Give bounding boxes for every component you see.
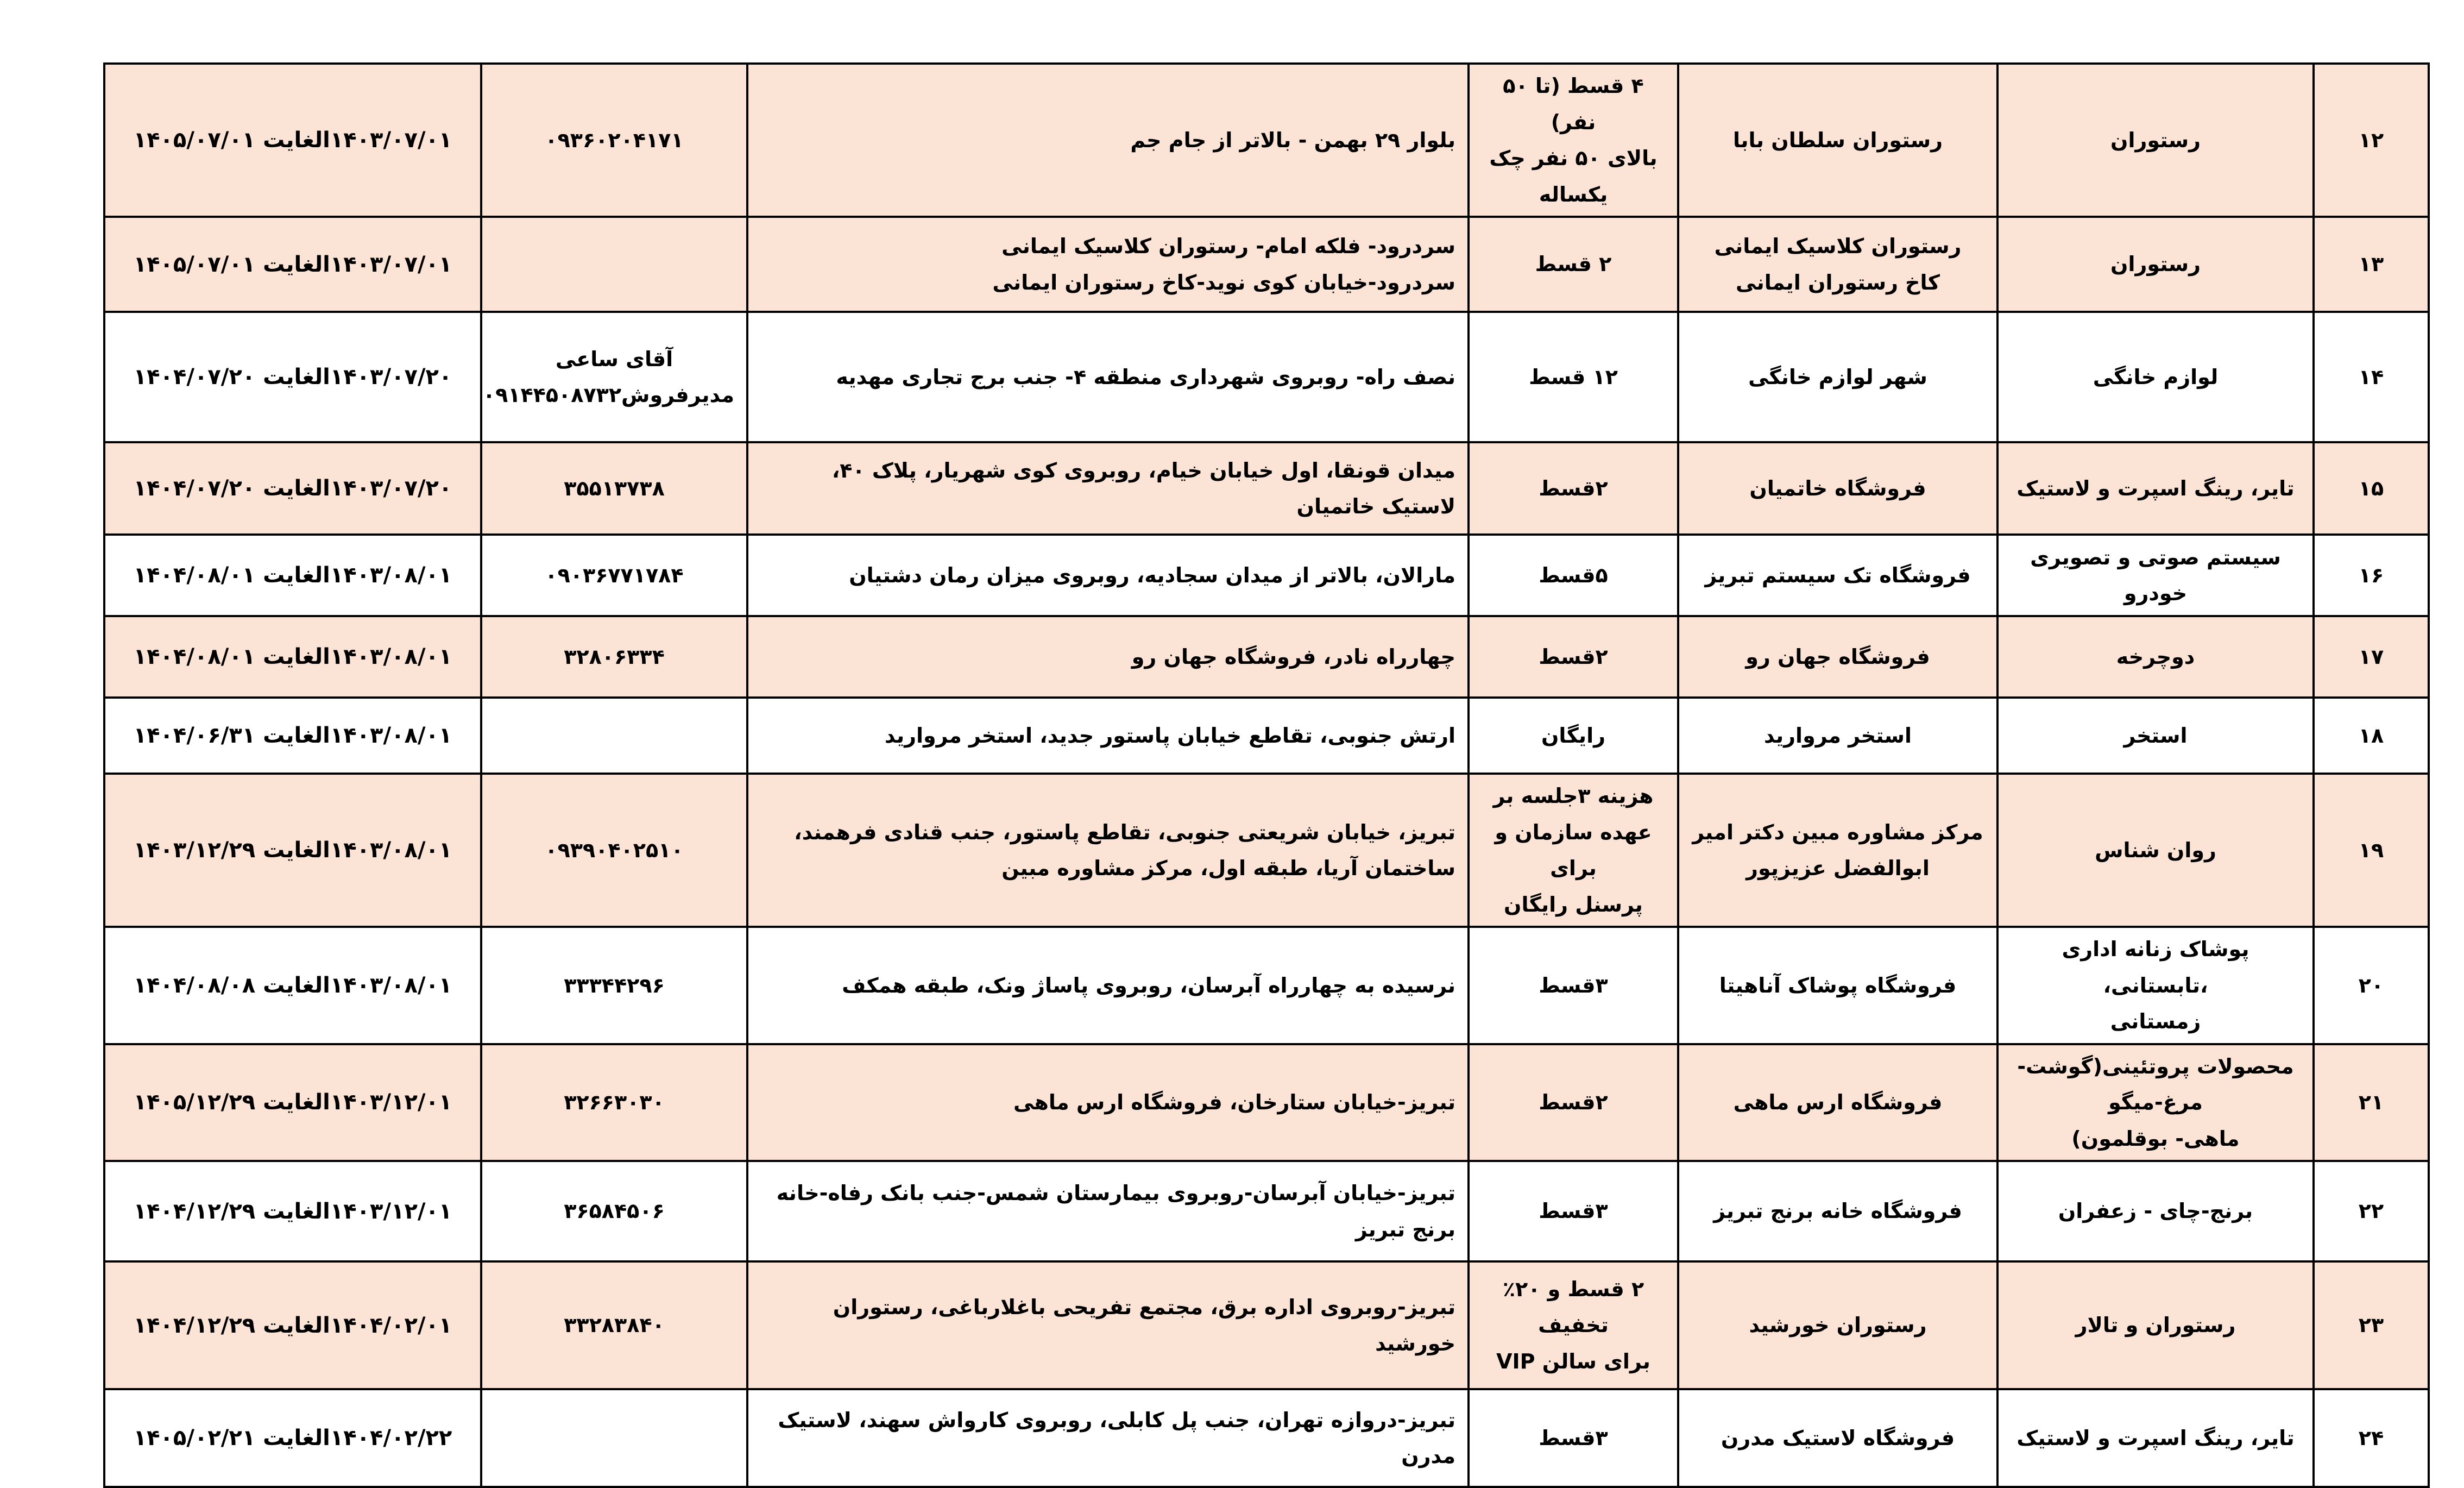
store-name-cell: رستوران سلطان بابا xyxy=(1678,64,1997,217)
validity-dates-cell: ۱۴۰۳/۰۸/۰۱الغایت ۱۴۰۴/۰۸/۰۱ xyxy=(104,535,481,616)
terms-cell: ۳قسط xyxy=(1469,1389,1678,1487)
terms-cell: هزینه ۳جلسه بر عهده سازمان و برای پرسنل رایگان xyxy=(1469,774,1678,927)
validity-dates-cell: ۱۴۰۳/۰۷/۲۰الغایت ۱۴۰۴/۰۷/۲۰ xyxy=(104,312,481,442)
phone-cell: آقای ساعی مدیرفروش۰۹۱۴۴۵۰۸۷۳۲ xyxy=(481,312,747,442)
store-name-cell: فروشگاه خانه برنج تبریز xyxy=(1678,1161,1997,1261)
phone-cell: ۳۳۲۸۳۸۴۰ xyxy=(481,1261,747,1389)
row-number-cell: ۲۳ xyxy=(2314,1261,2429,1389)
store-name-cell: فروشگاه لاستیک مدرن xyxy=(1678,1389,1997,1487)
table-row xyxy=(104,774,2429,927)
table-row xyxy=(104,927,2429,1044)
phone-cell: ۳۳۳۴۴۲۹۶ xyxy=(481,927,747,1044)
row-number-cell: ۲۱ xyxy=(2314,1044,2429,1161)
category-cell: رستوران xyxy=(1997,217,2314,312)
category-cell: تایر، رینگ اسپرت و لاستیک xyxy=(1997,1389,2314,1487)
phone-cell: ۳۲۶۶۳۰۳۰ xyxy=(481,1044,747,1161)
phone-cell: ۳۲۸۰۶۳۳۴ xyxy=(481,616,747,698)
address-cell: تبریز-روبروی اداره برق، مجتمع تفریحی باغلارباغی، رستوران خورشید xyxy=(747,1261,1469,1389)
store-name-cell: فروشگاه پوشاک آناهیتا xyxy=(1678,927,1997,1044)
discount-table-sheet xyxy=(103,62,2428,1488)
store-name-cell: فروشگاه تک سیستم تبریز xyxy=(1678,535,1997,616)
row-number-cell: ۱۳ xyxy=(2314,217,2429,312)
phone-cell: ۰۹۳۹۰۴۰۲۵۱۰ xyxy=(481,774,747,927)
validity-dates-cell: ۱۴۰۳/۰۷/۰۱الغایت ۱۴۰۵/۰۷/۰۱ xyxy=(104,64,481,217)
phone-cell xyxy=(481,1389,747,1487)
table-row xyxy=(104,64,2429,217)
terms-cell: ۳قسط xyxy=(1469,1161,1678,1261)
row-number-cell: ۱۶ xyxy=(2314,535,2429,616)
row-number-cell: ۲۴ xyxy=(2314,1389,2429,1487)
address-cell: بلوار ۲۹ بهمن - بالاتر از جام جم xyxy=(747,64,1469,217)
row-number-cell: ۱۵ xyxy=(2314,442,2429,535)
validity-dates-cell: ۱۴۰۳/۱۲/۰۱الغایت ۱۴۰۵/۱۲/۲۹ xyxy=(104,1044,481,1161)
terms-cell: رایگان xyxy=(1469,698,1678,774)
address-cell: ارتش جنوبی، تقاطع خیابان پاستور جدید، استخر مروارید xyxy=(747,698,1469,774)
address-cell: تبریز-خیابان آبرسان-روبروی بیمارستان شمس-جنب بانک رفاه-خانه برنج تبریز xyxy=(747,1161,1469,1261)
address-cell: مارالان، بالاتر از میدان سجادیه، روبروی میزان رمان دشتیان xyxy=(747,535,1469,616)
category-cell: تایر، رینگ اسپرت و لاستیک xyxy=(1997,442,2314,535)
row-number-cell: ۱۴ xyxy=(2314,312,2429,442)
validity-dates-cell: ۱۴۰۴/۰۲/۰۱الغایت ۱۴۰۴/۱۲/۲۹ xyxy=(104,1261,481,1389)
store-name-cell: فروشگاه خاتمیان xyxy=(1678,442,1997,535)
address-cell: تبریز-خیابان ستارخان، فروشگاه ارس ماهی xyxy=(747,1044,1469,1161)
terms-cell: ۲قسط xyxy=(1469,616,1678,698)
category-cell: پوشاک زنانه اداری ،تابستانی، زمستانی xyxy=(1997,927,2314,1044)
category-cell: برنج-چای - زعفران xyxy=(1997,1161,2314,1261)
table-row xyxy=(104,312,2429,442)
terms-cell: ۲قسط xyxy=(1469,1044,1678,1161)
address-cell: سردرود- فلکه امام- رستوران کلاسیک ایمانی سردرود-خیابان کوی نوید-کاخ رستوران ایمانی xyxy=(747,217,1469,312)
validity-dates-cell: ۱۴۰۳/۰۷/۲۰الغایت ۱۴۰۴/۰۷/۲۰ xyxy=(104,442,481,535)
terms-cell: ۲قسط xyxy=(1469,442,1678,535)
row-number-cell: ۱۲ xyxy=(2314,64,2429,217)
category-cell: سیستم صوتی و تصویری خودرو xyxy=(1997,535,2314,616)
table-row xyxy=(104,1044,2429,1161)
terms-cell: ۲ قسط xyxy=(1469,217,1678,312)
store-name-cell: رستوران کلاسیک ایمانی کاخ رستوران ایمانی xyxy=(1678,217,1997,312)
address-cell: چهارراه نادر، فروشگاه جهان رو xyxy=(747,616,1469,698)
store-name-cell: رستوران خورشید xyxy=(1678,1261,1997,1389)
address-cell: میدان قونقا، اول خیابان خیام، روبروی کوی شهریار، پلاک ۴۰، لاستیک خاتمیان xyxy=(747,442,1469,535)
table-row xyxy=(104,217,2429,312)
row-number-cell: ۱۷ xyxy=(2314,616,2429,698)
table-row xyxy=(104,535,2429,616)
phone-cell xyxy=(481,698,747,774)
table-row xyxy=(104,442,2429,535)
validity-dates-cell: ۱۴۰۳/۰۷/۰۱الغایت ۱۴۰۵/۰۷/۰۱ xyxy=(104,217,481,312)
row-number-cell: ۲۲ xyxy=(2314,1161,2429,1261)
validity-dates-cell: ۱۴۰۳/۰۸/۰۱الغایت ۱۴۰۳/۱۲/۲۹ xyxy=(104,774,481,927)
terms-cell: ۴ قسط (تا ۵۰ نفر) بالای ۵۰ نفر چک یکساله xyxy=(1469,64,1678,217)
store-name-cell: فروشگاه جهان رو xyxy=(1678,616,1997,698)
address-cell: نرسیده به چهارراه آبرسان، روبروی پاساژ ونک، طبقه همکف xyxy=(747,927,1469,1044)
category-cell: رستوران xyxy=(1997,64,2314,217)
store-name-cell: فروشگاه ارس ماهی xyxy=(1678,1044,1997,1161)
address-cell: تبریز-دروازه تهران، جنب پل کابلی، روبروی کارواش سهند، لاستیک مدرن xyxy=(747,1389,1469,1487)
category-cell: لوازم خانگی xyxy=(1997,312,2314,442)
category-cell: روان شناس xyxy=(1997,774,2314,927)
row-number-cell: ۲۰ xyxy=(2314,927,2429,1044)
terms-cell: ۵قسط xyxy=(1469,535,1678,616)
phone-cell: ۳۶۵۸۴۵۰۶ xyxy=(481,1161,747,1261)
validity-dates-cell: ۱۴۰۳/۰۸/۰۱الغایت ۱۴۰۴/۰۸/۰۱ xyxy=(104,616,481,698)
address-cell: نصف راه- روبروی شهرداری منطقه ۴- جنب برج تجاری مهدیه xyxy=(747,312,1469,442)
discount-table xyxy=(103,62,2430,1488)
terms-cell: ۳قسط xyxy=(1469,927,1678,1044)
validity-dates-cell: ۱۴۰۳/۱۲/۰۱الغایت ۱۴۰۴/۱۲/۲۹ xyxy=(104,1161,481,1261)
table-row xyxy=(104,1161,2429,1261)
category-cell: استخر xyxy=(1997,698,2314,774)
category-cell: محصولات پروتئینی(گوشت-مرغ-میگو ماهی- بوقلمون) xyxy=(1997,1044,2314,1161)
address-cell: تبریز، خیابان شریعتی جنوبی، تقاطع پاستور، جنب قنادی فرهمند، ساختمان آریا، طبقه اول، مرکز مشاوره مبین xyxy=(747,774,1469,927)
store-name-cell: استخر مروارید xyxy=(1678,698,1997,774)
phone-cell xyxy=(481,217,747,312)
row-number-cell: ۱۸ xyxy=(2314,698,2429,774)
category-cell: دوچرخه xyxy=(1997,616,2314,698)
store-name-cell: مرکز مشاوره مبین دکتر امیر ابوالفضل عزیزپور xyxy=(1678,774,1997,927)
phone-cell: ۳۵۵۱۳۷۳۸ xyxy=(481,442,747,535)
validity-dates-cell: ۱۴۰۴/۰۲/۲۲الغایت ۱۴۰۵/۰۲/۲۱ xyxy=(104,1389,481,1487)
table-row xyxy=(104,1261,2429,1389)
terms-cell: ۲ قسط و ۲۰٪ تخفیف برای سالن VIP xyxy=(1469,1261,1678,1389)
validity-dates-cell: ۱۴۰۳/۰۸/۰۱الغایت ۱۴۰۴/۰۶/۳۱ xyxy=(104,698,481,774)
table-row xyxy=(104,698,2429,774)
table-row xyxy=(104,1389,2429,1487)
category-cell: رستوران و تالار xyxy=(1997,1261,2314,1389)
table-row xyxy=(104,616,2429,698)
terms-cell: ۱۲ قسط xyxy=(1469,312,1678,442)
phone-cell: ۰۹۰۳۶۷۷۱۷۸۴ xyxy=(481,535,747,616)
row-number-cell: ۱۹ xyxy=(2314,774,2429,927)
phone-cell: ۰۹۳۶۰۲۰۴۱۷۱ xyxy=(481,64,747,217)
store-name-cell: شهر لوازم خانگی xyxy=(1678,312,1997,442)
validity-dates-cell: ۱۴۰۳/۰۸/۰۱الغایت ۱۴۰۴/۰۸/۰۸ xyxy=(104,927,481,1044)
